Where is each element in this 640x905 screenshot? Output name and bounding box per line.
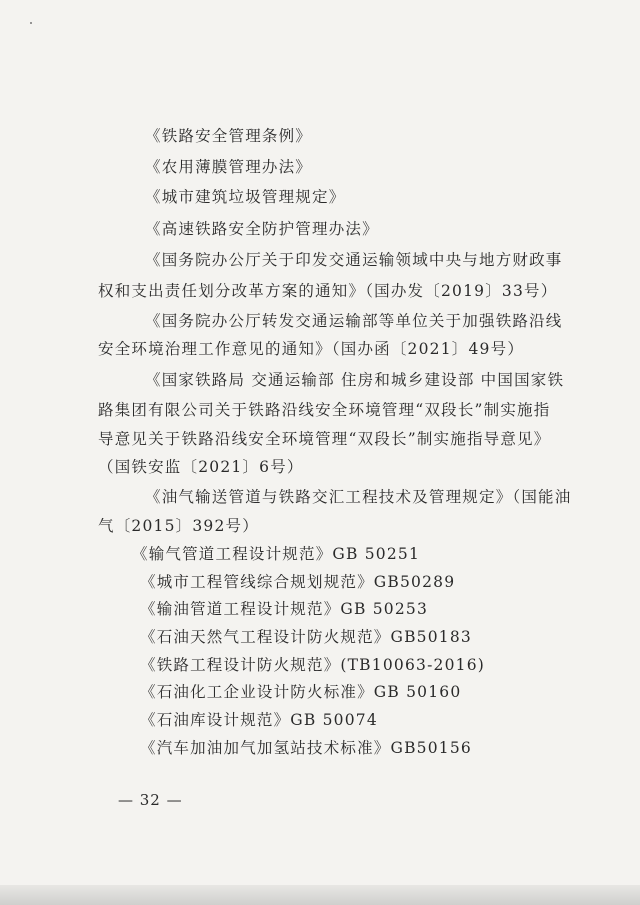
regulation-line: 权和支出责任划分改革方案的通知》（国办发〔2019〕33号） bbox=[98, 282, 558, 300]
regulation-line: 《高速铁路安全防护管理办法》 bbox=[145, 220, 379, 238]
regulation-line: 《国家铁路局 交通运输部 住房和城乡建设部 中国国家铁 bbox=[145, 371, 565, 389]
regulation-line: 气〔2015〕392号） bbox=[98, 517, 259, 535]
regulation-line: 《农用薄膜管理办法》 bbox=[145, 158, 313, 176]
scan-speck bbox=[30, 22, 32, 24]
regulation-line: 《铁路工程设计防火规范》(TB10063-2016) bbox=[140, 656, 486, 674]
regulation-line: 《石油天然气工程设计防火规范》GB50183 bbox=[140, 628, 472, 646]
regulation-line: 《城市工程管线综合规划规范》GB50289 bbox=[140, 573, 456, 591]
regulation-line: （国铁安监〔2021〕6号） bbox=[98, 458, 304, 476]
regulation-line: 《国务院办公厅转发交通运输部等单位关于加强铁路沿线 bbox=[145, 312, 563, 330]
regulation-line: 《城市建筑垃圾管理规定》 bbox=[145, 188, 346, 206]
regulation-line: 《国务院办公厅关于印发交通运输领域中央与地方财政事 bbox=[145, 251, 563, 269]
regulation-line: 《铁路安全管理条例》 bbox=[145, 127, 313, 145]
regulation-line: 《汽车加油加气加氢站技术标准》GB50156 bbox=[140, 739, 472, 757]
regulation-line: 《石油化工企业设计防火标准》GB 50160 bbox=[140, 683, 462, 701]
regulation-line: 《输气管道工程设计规范》GB 50251 bbox=[132, 545, 421, 563]
page-number: — 32 — bbox=[118, 791, 183, 809]
regulation-line: 《输油管道工程设计规范》GB 50253 bbox=[140, 600, 429, 618]
regulation-line: 导意见关于铁路沿线安全环境管理“双段长”制实施指导意见》 bbox=[98, 430, 551, 448]
regulation-line: 路集团有限公司关于铁路沿线安全环境管理“双段长”制实施指 bbox=[98, 401, 551, 419]
regulation-line: 《油气输送管道与铁路交汇工程技术及管理规定》（国能油 bbox=[145, 488, 572, 506]
regulation-line: 安全环境治理工作意见的通知》（国办函〔2021〕49号） bbox=[98, 340, 525, 358]
scan-bottom-edge bbox=[0, 885, 640, 905]
regulation-line: 《石油库设计规范》GB 50074 bbox=[140, 711, 378, 729]
